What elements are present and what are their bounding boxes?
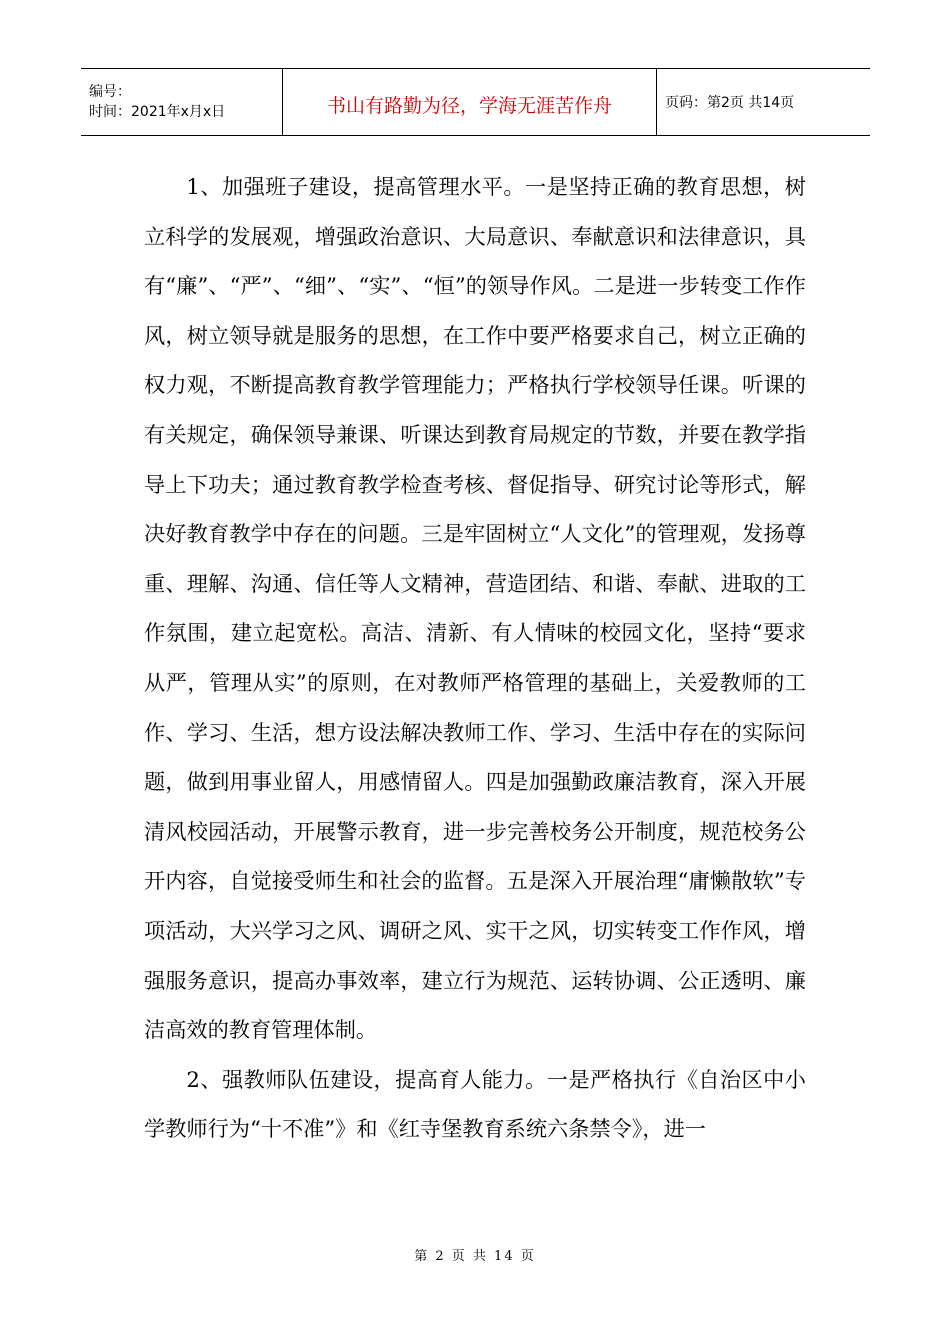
- document-body: [144, 162, 806, 1154]
- page-header: [81, 68, 870, 136]
- header-page-code: 页码：第2页 共14页: [665, 95, 795, 111]
- header-page-code-cell: [657, 69, 870, 135]
- paragraph-1: 1、加强班子建设，提高管理水平。一是坚持正确的教育思想，树立科学的发展观，增强政治意识、大局意识、奉献意识和法律意识，具有“廉”、“严”、“细”、“实”、“恒”的领导作风。二是进一步转变工作作风，树立领导就是服务的思想，在工作中要严格要求自己，树立正确的权力观，不断提高教育教学管理能力；严格执行学校领导任课。听课的有关规定，确保领导兼课、听课达到教育局规定的节数，并要在教学指导上下功夫；通过教育教学检查考核、督促指导、研究讨论等形式，解决好教育教学中存在的问题。三是牢固树立“人文化”的管理观，发扬尊重、理解、沟通、信任等人文精神，营造团结、和谐、奉献、进取的工作氛围，建立起宽松。高洁、清新、有人情味的校园文化，坚持“要求从严，管理从实”的原则，在对教师严格管理的基础上，关爱教师的工作、学习、生活，想方设法解决教师工作、学习、生活中存在的实际问题，做到用事业留人，用感情留人。四是加强勤政廉洁教育，深入开展清风校园活动，开展警示教育，进一步完善校务公开制度，规范校务公开内容，自觉接受师生和社会的监督。五是深入开展治理“庸懒散软”专项活动，大兴学习之风、调研之风、实干之风，切实转变工作作风，增强服务意识，提高办事效率，建立行为规范、运转协调、公正透明、廉洁高效的教育管理体制。: [144, 174, 806, 1043]
- paragraph-2: 2、强教师队伍建设，提高育人能力。一是严格执行《自治区中小学教师行为“十不准”》和《红寺堡教育系统六条禁令》，进一: [144, 1066, 806, 1142]
- document-time-label: 时间：2021年x月x日: [89, 104, 226, 120]
- header-meta: [81, 69, 283, 135]
- document-number-label: 编号：: [89, 84, 131, 100]
- header-motto: 书山有路勤为径，学海无涯苦作舟: [326, 94, 612, 117]
- header-motto-cell: [283, 69, 657, 135]
- page-footer: 第 2 页 共 14 页: [414, 1249, 536, 1264]
